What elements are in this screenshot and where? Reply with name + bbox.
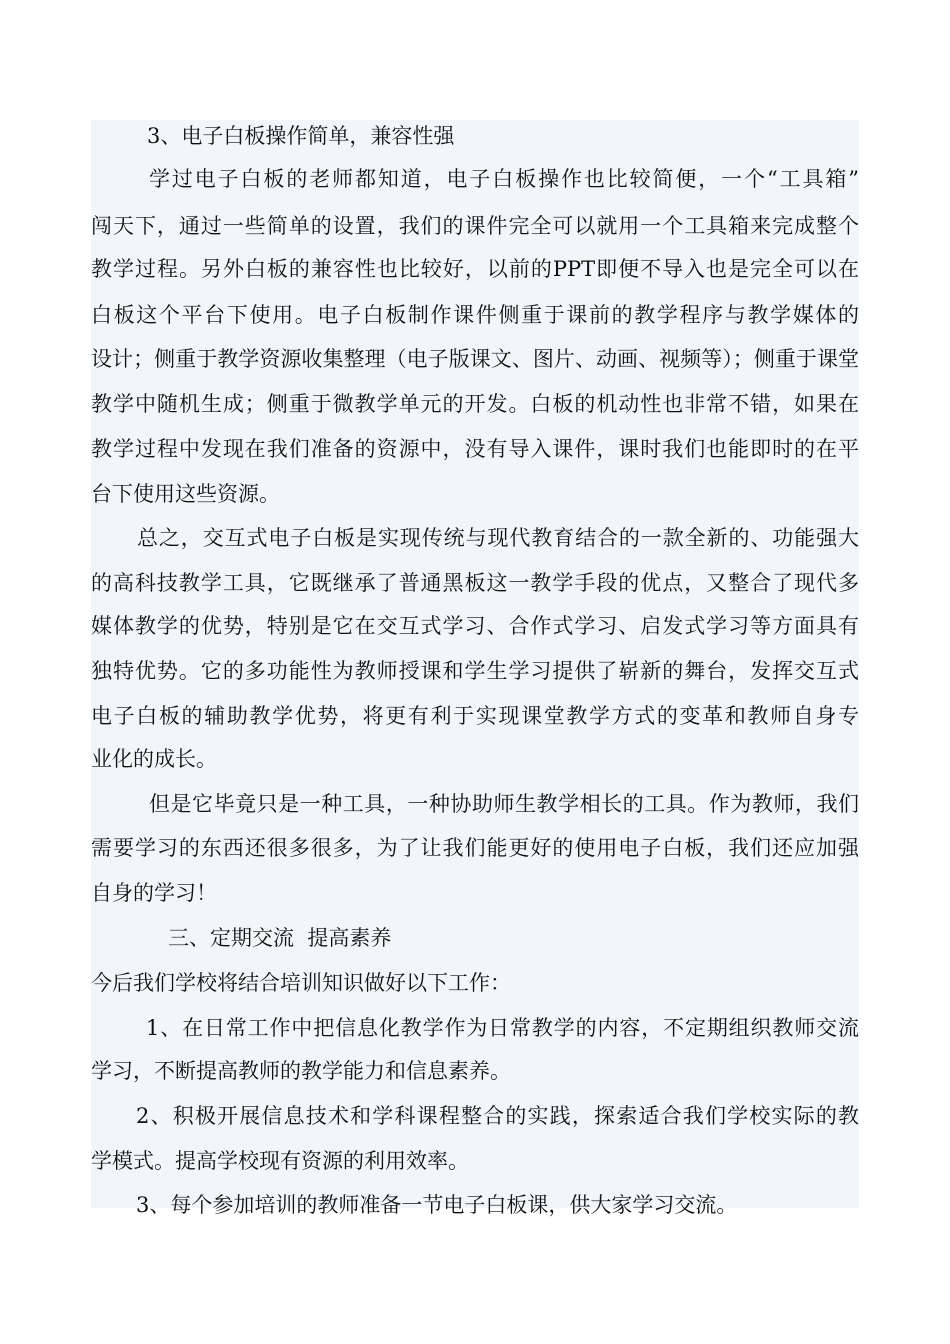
paragraph-line: 学过电子白板的老师都知道，电子白板操作也比较简便，一个“工具箱” xyxy=(149,167,859,191)
list-item-2: 2、积极开展信息技术和学科课程整合的实践，探索适合我们学校实际的教 xyxy=(136,1104,859,1128)
paragraph-line: 设计；侧重于教学资源收集整理（电子版课文、图片、动画、视频等）；侧重于课堂 xyxy=(91,347,859,371)
paragraph-line: 需要学习的东西还很多很多，为了让我们能更好的使用电子白板，我们还应加强 xyxy=(91,836,859,860)
paragraph-line: 今后我们学校将结合培训知识做好以下工作： xyxy=(91,971,511,995)
paragraph-line: 媒体教学的优势，特别是它在交互式学习、合作式学习、启发式学习等方面具有 xyxy=(91,614,859,638)
paragraph-line: 的高科技教学工具，它既继承了普通黑板这一教学手段的优点，又整合了现代多 xyxy=(91,571,859,595)
list-item-2-continuation: 学模式。提高学校现有资源的利用效率。 xyxy=(91,1149,469,1173)
paragraph-line: 总之，交互式电子白板是实现传统与现代教育结合的一款全新的、功能强大 xyxy=(137,526,859,550)
paragraph-line: 电子白板的辅助教学优势，将更有利于实现课堂教学方式的变革和教师自身专 xyxy=(91,704,859,728)
subheading-whiteboard-operation: 3、电子白板操作简单，兼容性强 xyxy=(147,124,455,148)
paragraph-line: 台下使用这些资源。 xyxy=(91,482,280,506)
paragraph-line: 白板这个平台下使用。电子白板制作课件侧重于课前的教学程序与教学媒体的 xyxy=(91,303,859,327)
paragraph-line: 但是它毕竟只是一种工具，一种协助师生教学相长的工具。作为教师，我们 xyxy=(149,792,859,816)
paragraph-line: 独特优势。它的多功能性为教师授课和学生学习提供了崭新的舞台，发挥交互式 xyxy=(91,659,859,683)
paragraph-line: 业化的成长。 xyxy=(91,747,217,771)
list-item-3: 3、每个参加培训的教师准备一节电子白板课，供大家学习交流。 xyxy=(136,1193,738,1217)
paragraph-line: 自身的学习！ xyxy=(91,881,217,905)
paragraph-line: 教学过程中发现在我们准备的资源中，没有导入课件，课时我们也能即时的在平 xyxy=(91,437,859,461)
section-heading-regular-exchange: 三、定期交流 提高素养 xyxy=(168,926,392,950)
paragraph-line: 教学中随机生成；侧重于微教学单元的开发。白板的机动性也非常不错，如果在 xyxy=(91,392,859,416)
list-item-1: 1、在日常工作中把信息化教学作为日常教学的内容，不定期组织教师交流 xyxy=(146,1016,859,1040)
paragraph-line: 闯天下，通过一些简单的设置，我们的课件完全可以就用一个工具箱来完成整个 xyxy=(91,214,859,238)
paragraph-line: 教学过程。另外白板的兼容性也比较好，以前的PPT即便不导入也是完全可以在 xyxy=(91,257,859,281)
list-item-1-continuation: 学习，不断提高教师的教学能力和信息素养。 xyxy=(91,1059,511,1083)
